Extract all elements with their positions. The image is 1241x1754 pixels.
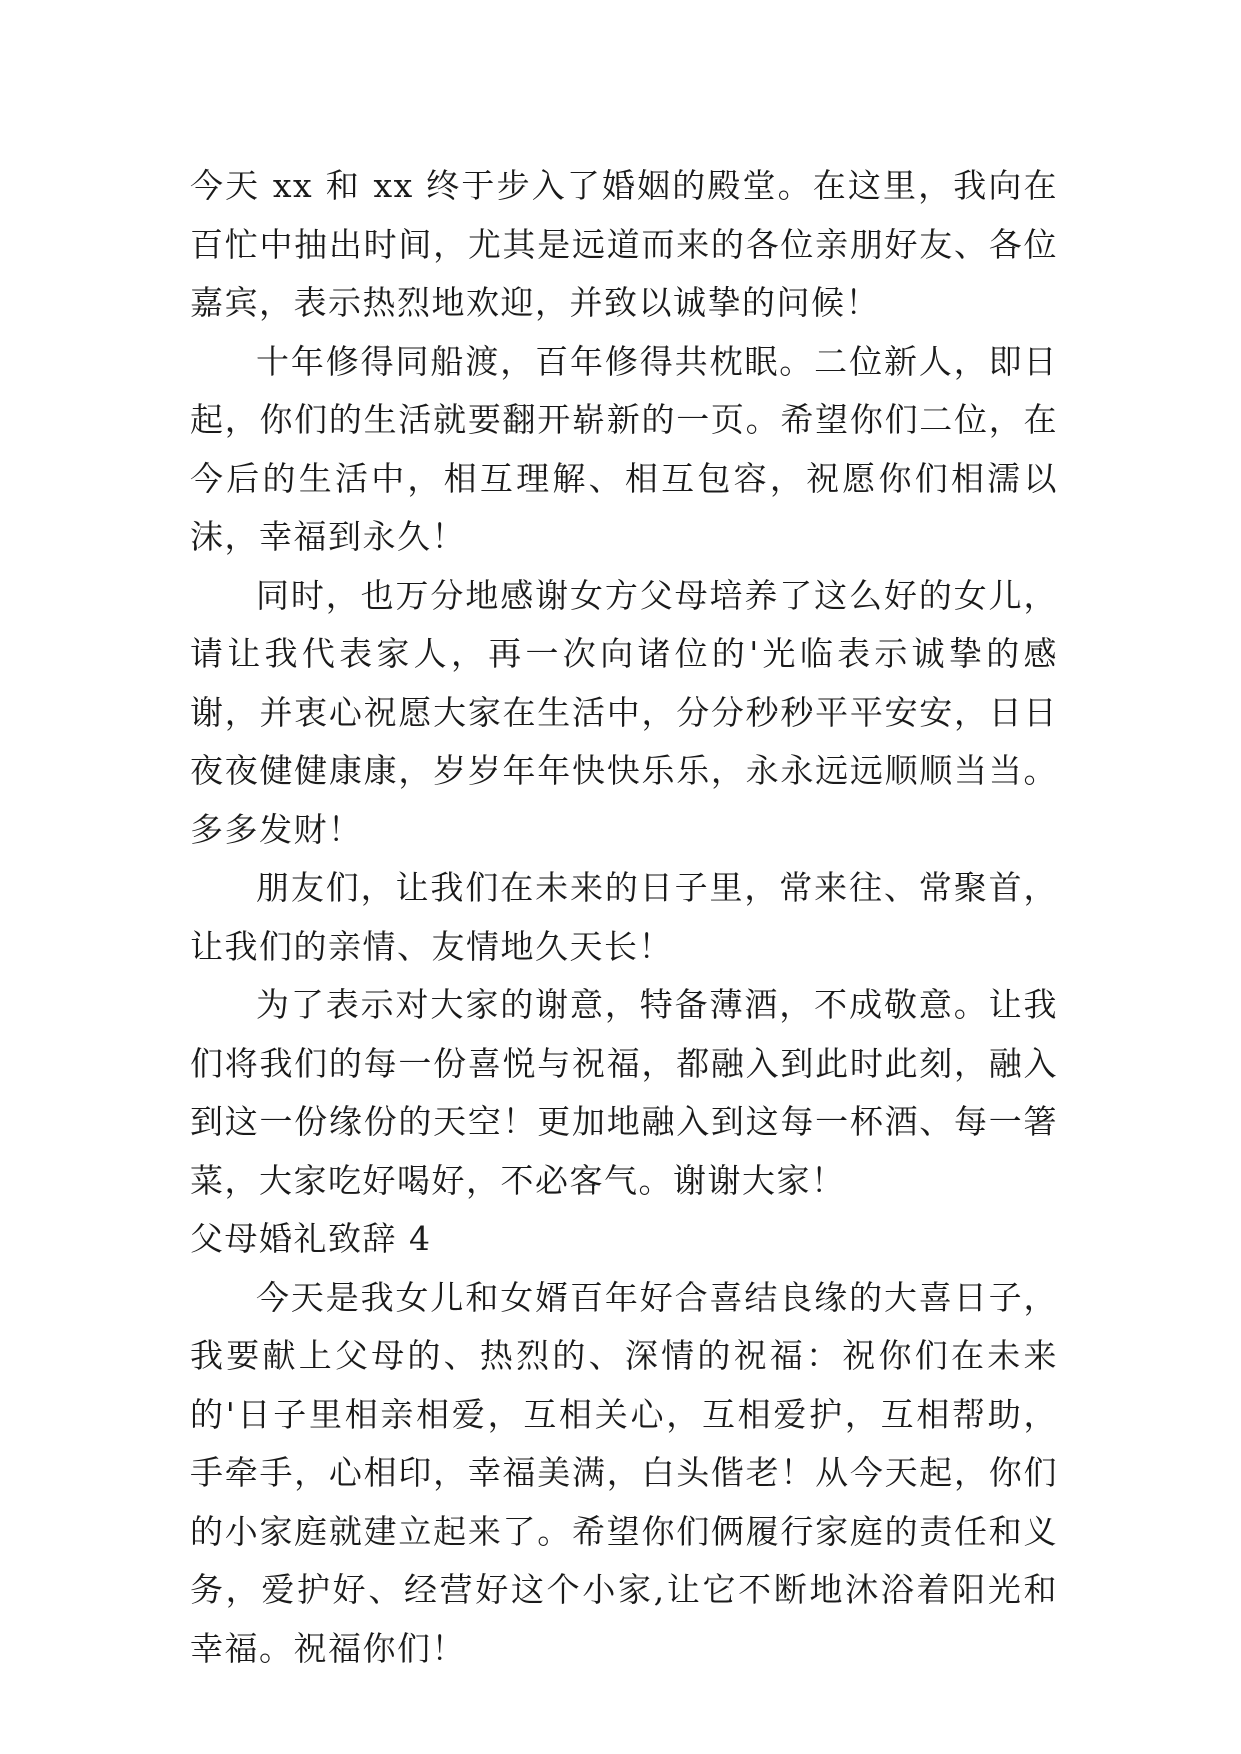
paragraph-5: 为了表示对大家的谢意，特备薄酒，不成敬意。让我们将我们的每一份喜悦与祝福，都融入到此时此刻，融入到这一份缘份的天空！更加地融入到这每一杯酒、每一箸菜，大家吃好喝好，不必客气。谢谢大家！	[190, 985, 1058, 1200]
paragraph-3: 同时，也万分地感谢女方父母培养了这么好的女儿，请让我代表家人，再一次向诸位的'光临表示诚挚的感谢，并衷心祝愿大家在生活中，分分秒秒平平安安，日日夜夜健健康康，岁岁年年快快乐乐，永永远远顺顺当当。多多发财！	[190, 575, 1058, 849]
paragraph-2: 十年修得同船渡，百年修得共枕眠。二位新人，即日起，你们的生活就要翻开崭新的一页。希望你们二位，在今后的生活中，相互理解、相互包容，祝愿你们相濡以沫，幸福到永久！	[190, 341, 1058, 556]
paragraph-1: 今天 xx 和 xx 终于步入了婚姻的殿堂。在这里，我向在百忙中抽出时间，尤其是远道而来的各位亲朋好友、各位嘉宾，表示热烈地欢迎，并致以诚挚的问候！	[190, 166, 1058, 322]
section-paragraph: 今天是我女儿和女婿百年好合喜结良缘的大喜日子，我要献上父母的、热烈的、深情的祝福：祝你们在未来的'日子里相亲相爱，互相关心，互相爱护，互相帮助，手牵手，心相印，幸福美满，白头偕老！从今天起，你们的小家庭就建立起来了。希望你们俩履行家庭的责任和义务，爱护好、经营好这个小家,让它不断地沐浴着阳光和幸福。祝福你们！	[190, 1277, 1058, 1668]
paragraph-4: 朋友们，让我们在未来的日子里，常来往、常聚首，让我们的亲情、友情地久天长！	[190, 868, 1058, 966]
section-heading: 父母婚礼致辞 4	[190, 1219, 432, 1258]
document-body	[190, 157, 1058, 1678]
